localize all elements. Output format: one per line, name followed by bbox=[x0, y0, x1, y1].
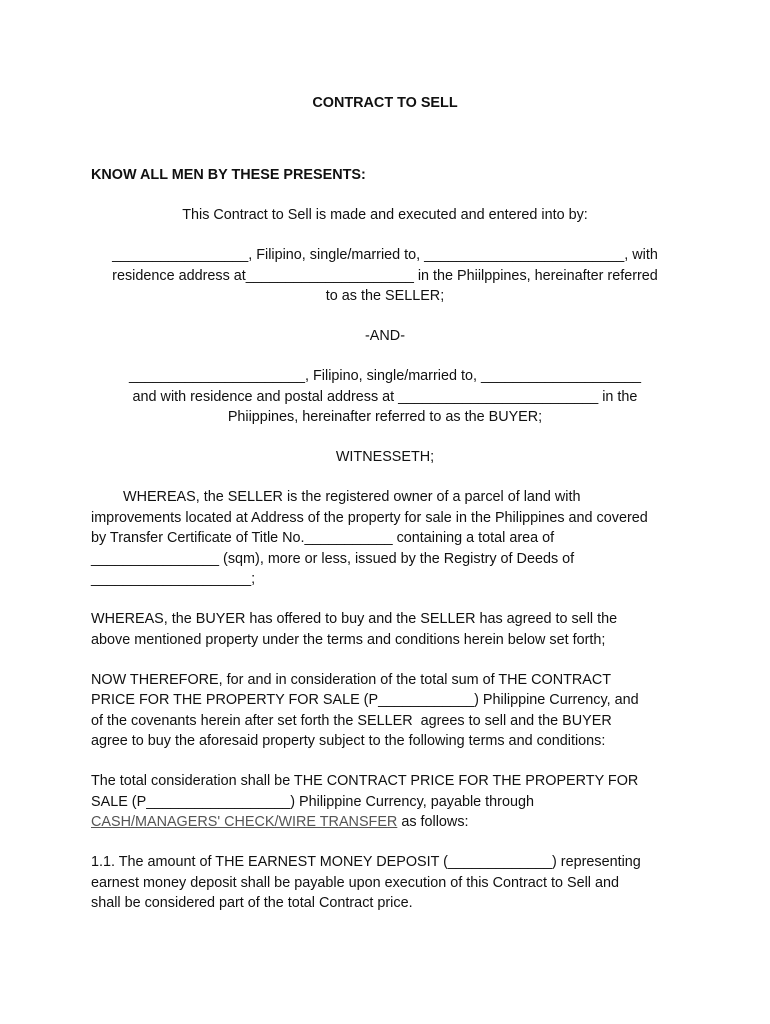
buyer-line-3: Phiippines, hereinafter referred to as the BUYER; bbox=[227, 409, 543, 425]
now-therefore-line-4: agree to buy the aforesaid property subject to the following terms and conditions: bbox=[91, 733, 606, 749]
witnesseth-heading: WITNESSETH; bbox=[335, 449, 435, 465]
payment-method-suffix: as follows: bbox=[397, 814, 469, 830]
whereas-1-line-1: WHEREAS, the SELLER is the registered owner of a parcel of land with bbox=[91, 489, 581, 505]
whereas-2-line-2: above mentioned property under the terms and conditions herein below set forth; bbox=[91, 632, 606, 648]
clause-1-1-line-2: earnest money deposit shall be payable upon execution of this Contract to Sell and bbox=[91, 875, 619, 891]
now-therefore-line-3: of the covenants herein after set forth the SELLER agrees to sell and the BUYER bbox=[91, 713, 612, 729]
seller-line-3: to as the SELLER; bbox=[325, 288, 445, 304]
total-consideration-line-1: The total consideration shall be THE CONTRACT PRICE FOR THE PROPERTY FOR bbox=[91, 773, 639, 789]
total-consideration-line-2: SALE (P__________________) Philippine Currency, payable through bbox=[91, 794, 534, 810]
document-title: CONTRACT TO SELL bbox=[312, 95, 458, 111]
whereas-1-line-2: improvements located at Address of the property for sale in the Philippines and covered bbox=[91, 510, 648, 526]
clause-1-1-line-1: 1.1. The amount of THE EARNEST MONEY DEPOSIT (_____________) representing bbox=[91, 854, 641, 870]
heading-know-all-men: KNOW ALL MEN BY THESE PRESENTS: bbox=[91, 167, 366, 183]
whereas-2-line-1: WHEREAS, the BUYER has offered to buy and the SELLER has agreed to sell the bbox=[91, 611, 618, 627]
whereas-1-line-3: by Transfer Certificate of Title No.___________ containing a total area of bbox=[91, 530, 555, 546]
payment-method-link[interactable]: CASH/MANAGERS' CHECK/WIRE TRANSFER bbox=[91, 814, 398, 830]
now-therefore-line-2: PRICE FOR THE PROPERTY FOR SALE (P____________) Philippine Currency, and bbox=[91, 692, 639, 708]
seller-line-1: _________________, Filipino, single/married to, _________________________, with bbox=[112, 247, 658, 263]
intro-text: This Contract to Sell is made and executed and entered into by: bbox=[182, 207, 588, 223]
and-separator: -AND- bbox=[365, 328, 405, 344]
whereas-1-line-4: ________________ (sqm), more or less, issued by the Registry of Deeds of bbox=[91, 551, 575, 567]
total-consideration-line-3 bbox=[91, 813, 469, 831]
buyer-line-1: ______________________, Filipino, single/married to, ____________________ bbox=[128, 368, 642, 384]
whereas-1-line-5: ____________________; bbox=[91, 571, 256, 587]
clause-1-1-line-3: shall be considered part of the total Contract price. bbox=[91, 895, 413, 911]
now-therefore-line-1: NOW THEREFORE, for and in consideration of the total sum of THE CONTRACT bbox=[91, 672, 612, 688]
seller-line-2: residence address at_____________________ in the Phiilppines, hereinafter referred bbox=[112, 268, 658, 284]
buyer-line-2: and with residence and postal address at _________________________ in the bbox=[132, 389, 638, 405]
